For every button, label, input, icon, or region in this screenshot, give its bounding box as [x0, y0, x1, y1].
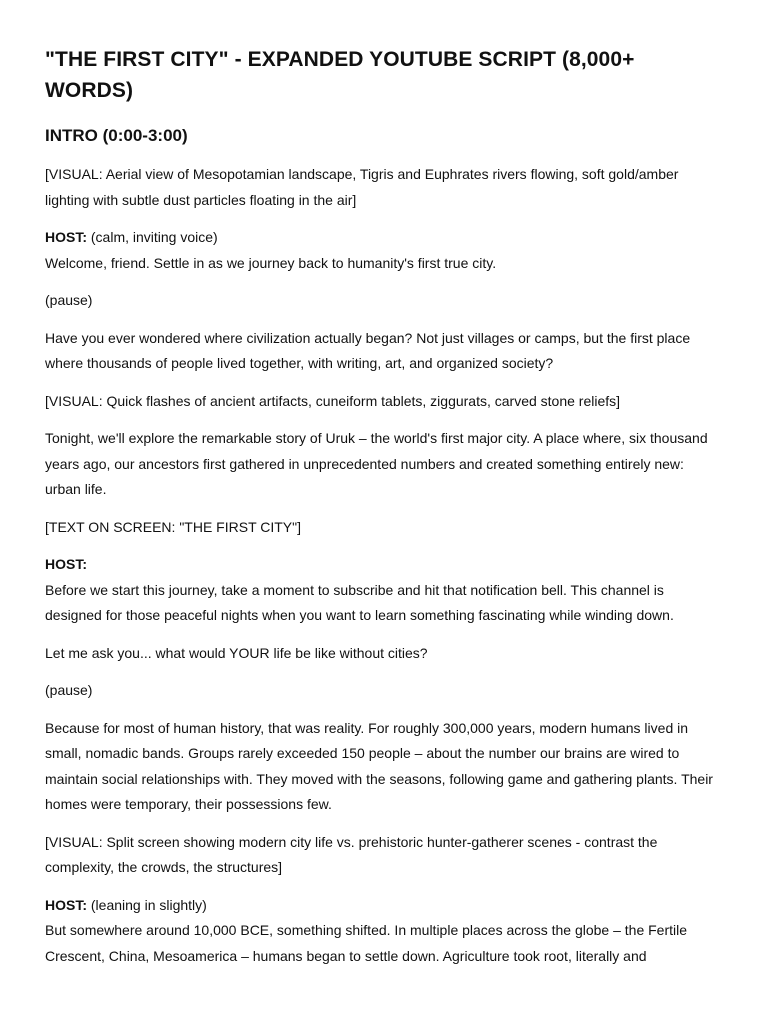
host-dialogue [45, 552, 718, 629]
host-line: Before we start this journey, take a moment to subscribe and hit that notification bell. This channel is designed for those peaceful nights when you want to learn something fascinating while winding down. [45, 581, 674, 623]
host-direction: (leaning in slightly) [87, 896, 207, 913]
pause-cue: (pause) [45, 682, 93, 698]
host-line: But somewhere around 10,000 BCE, something shifted. In multiple places across the globe – the Fertile Crescent, China, Mesoamerica – humans began to settle down. Agriculture took root, literally and [45, 922, 688, 964]
host-label: HOST: [45, 896, 87, 913]
section-heading: INTRO (0:00-3:00) [45, 126, 188, 145]
narration-paragraph: Let me ask you... what would YOUR life be like without cities? [45, 644, 428, 661]
host-label: HOST: [45, 556, 87, 572]
visual-direction: [VISUAL: Aerial view of Mesopotamian landscape, Tigris and Euphrates rivers flowing, soft gold/amber lighting with subtle dust particles floating in the air] [45, 166, 679, 208]
host-line: Welcome, friend. Settle in as we journey back to humanity's first true city. [45, 254, 497, 271]
host-label: HOST: [45, 229, 87, 245]
narration-paragraph: Because for most of human history, that was reality. For roughly 300,000 years, modern humans lived in small, nomadic bands. Groups rarely exceeded 150 people – about the number our brains are wired to maintain social relationships with. They moved with the seasons, following game and gathering plants. Their homes were temporary, their possessions few. [45, 719, 713, 812]
host-dialogue [45, 893, 718, 970]
narration-paragraph: Tonight, we'll explore the remarkable story of Uruk – the world's first major city. A place where, six thousand years ago, our ancestors first gathered in unprecedented numbers and created something entirely new: urban life. [45, 430, 708, 497]
host-dialogue [45, 225, 718, 276]
host-direction: (calm, inviting voice) [87, 229, 218, 245]
visual-direction: [VISUAL: Split screen showing modern city life vs. prehistoric hunter-gatherer scenes - contrast the complexity, the crowds, the structures] [45, 833, 658, 875]
document-title: "THE FIRST CITY" - EXPANDED YOUTUBE SCRIPT (8,000+ WORDS) [45, 48, 635, 102]
visual-direction: [VISUAL: Quick flashes of ancient artifacts, cuneiform tablets, ziggurats, carved stone reliefs] [45, 392, 621, 409]
text-on-screen-cue: [TEXT ON SCREEN: "THE FIRST CITY"] [45, 518, 302, 535]
narration-paragraph: Have you ever wondered where civilization actually began? Not just villages or camps, but the first place where thousands of people lived together, with writing, art, and organized society? [45, 329, 691, 371]
pause-cue: (pause) [45, 292, 93, 308]
